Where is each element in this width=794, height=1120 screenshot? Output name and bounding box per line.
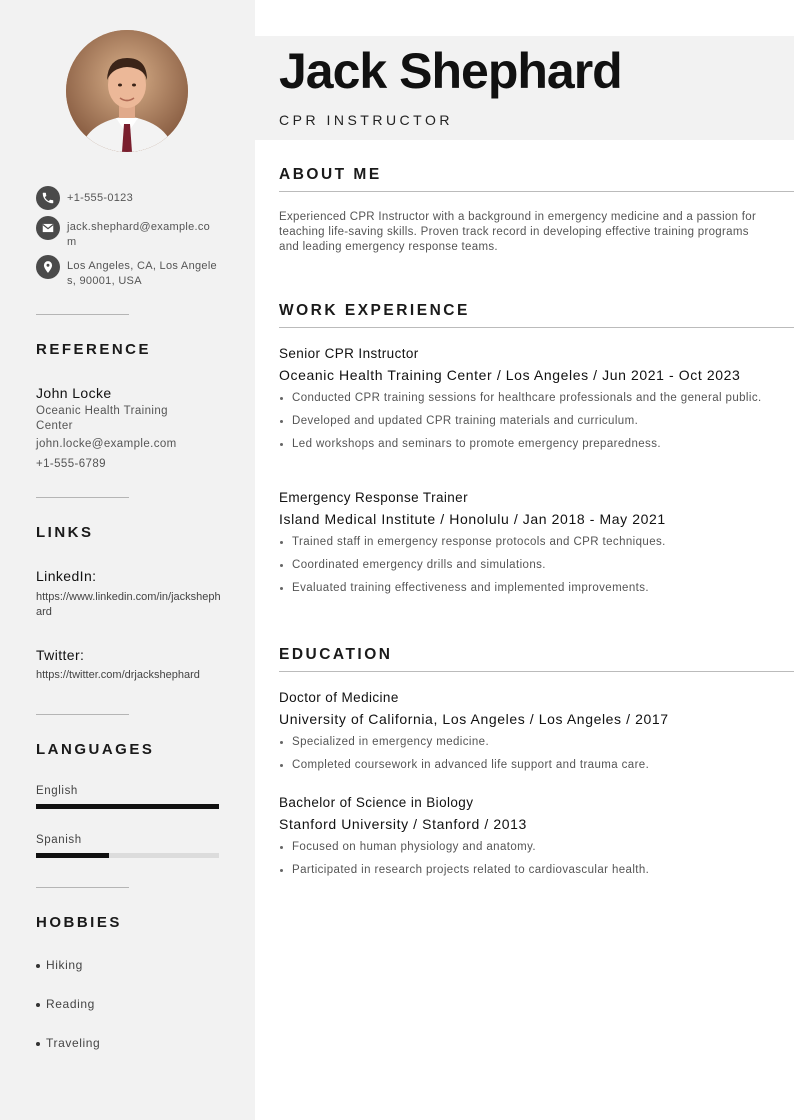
language-spanish-bar xyxy=(36,853,219,858)
list-item: Coordinated emergency drills and simulations. xyxy=(279,558,772,573)
hobbies-heading: HOBBIES xyxy=(36,914,122,931)
links-heading: LINKS xyxy=(36,524,94,541)
reference-phone: +1-555-6789 xyxy=(36,458,106,470)
list-item: Led workshops and seminars to promote emergency preparedness. xyxy=(279,437,772,452)
job-bullets xyxy=(279,391,779,452)
divider xyxy=(279,671,794,672)
divider xyxy=(36,887,129,888)
experience-entry xyxy=(279,346,779,460)
hobby-item: Reading xyxy=(36,997,95,1011)
address-text: Los Angeles, CA, Los Angeles, 90001, USA xyxy=(67,260,217,287)
sidebar xyxy=(0,0,255,1120)
about-heading: ABOUT ME xyxy=(279,166,382,183)
profile-title: CPR INSTRUCTOR xyxy=(279,112,453,128)
experience-heading: WORK EXPERIENCE xyxy=(279,302,470,319)
degree-bullets xyxy=(279,735,779,773)
twitter-label: Twitter: xyxy=(36,647,85,663)
hobby-item: Hiking xyxy=(36,958,83,972)
education-entry xyxy=(279,690,779,781)
about-text: Experienced CPR Instructor with a background in emergency medicine and a passion for teaching life-saving skills. Proven track record in developing effective training programs and leading emergency response teams. xyxy=(279,211,757,253)
language-spanish: Spanish xyxy=(36,834,82,846)
location-icon xyxy=(36,255,60,279)
list-item: Participated in research projects related to cardiovascular health. xyxy=(279,863,772,878)
job-role: Senior CPR Instructor xyxy=(279,346,419,361)
contact-email xyxy=(36,216,219,250)
education-entry xyxy=(279,795,779,886)
degree-bullets xyxy=(279,840,779,878)
linkedin-url[interactable]: https://www.linkedin.com/in/jackshephard xyxy=(36,591,221,618)
job-role: Emergency Response Trainer xyxy=(279,490,468,505)
degree-name: Bachelor of Science in Biology xyxy=(279,795,474,810)
divider xyxy=(36,314,129,315)
job-bullets xyxy=(279,535,779,596)
language-english-fill xyxy=(36,804,219,809)
phone-text: +1-555-0123 xyxy=(67,192,133,204)
hobby-item: Traveling xyxy=(36,1036,100,1050)
avatar xyxy=(66,30,188,152)
language-english: English xyxy=(36,785,78,797)
list-item: Trained staff in emergency response protocols and CPR techniques. xyxy=(279,535,772,550)
job-detail: Island Medical Institute / Honolulu / Jan 2018 - May 2021 xyxy=(279,511,666,527)
reference-company: Oceanic Health Training Center xyxy=(36,405,168,432)
list-item: Developed and updated CPR training materials and curriculum. xyxy=(279,414,772,429)
linkedin-label: LinkedIn: xyxy=(36,568,97,584)
list-item: Focused on human physiology and anatomy. xyxy=(279,840,772,855)
language-spanish-fill xyxy=(36,853,109,858)
list-item: Evaluated training effectiveness and implemented improvements. xyxy=(279,581,772,596)
email-icon xyxy=(36,216,60,240)
degree-name: Doctor of Medicine xyxy=(279,690,399,705)
phone-icon xyxy=(36,186,60,210)
contact-address xyxy=(36,255,219,289)
divider xyxy=(279,191,794,192)
divider xyxy=(36,497,129,498)
languages-heading: LANGUAGES xyxy=(36,741,155,758)
profile-name: Jack Shephard xyxy=(279,43,622,99)
twitter-url[interactable]: https://twitter.com/drjackshephard xyxy=(36,669,200,681)
degree-detail: University of California, Los Angeles / Los Angeles / 2017 xyxy=(279,711,669,727)
experience-entry xyxy=(279,490,779,604)
email-link[interactable]: jack.shephard@example.com xyxy=(67,221,211,248)
reference-heading: REFERENCE xyxy=(36,341,152,358)
job-detail: Oceanic Health Training Center / Los Angeles / Jun 2021 - Oct 2023 xyxy=(279,367,741,383)
list-item: Completed coursework in advanced life support and trauma care. xyxy=(279,758,772,773)
profile-photo xyxy=(66,30,188,152)
reference-name: John Locke xyxy=(36,385,112,401)
reference-email[interactable]: john.locke@example.com xyxy=(36,438,177,450)
list-item: Conducted CPR training sessions for healthcare professionals and the general public. xyxy=(279,391,772,406)
contact-phone xyxy=(36,186,219,210)
education-heading: EDUCATION xyxy=(279,646,393,663)
list-item: Specialized in emergency medicine. xyxy=(279,735,772,750)
divider xyxy=(36,714,129,715)
divider xyxy=(279,327,794,328)
degree-detail: Stanford University / Stanford / 2013 xyxy=(279,816,527,832)
language-english-bar xyxy=(36,804,219,809)
